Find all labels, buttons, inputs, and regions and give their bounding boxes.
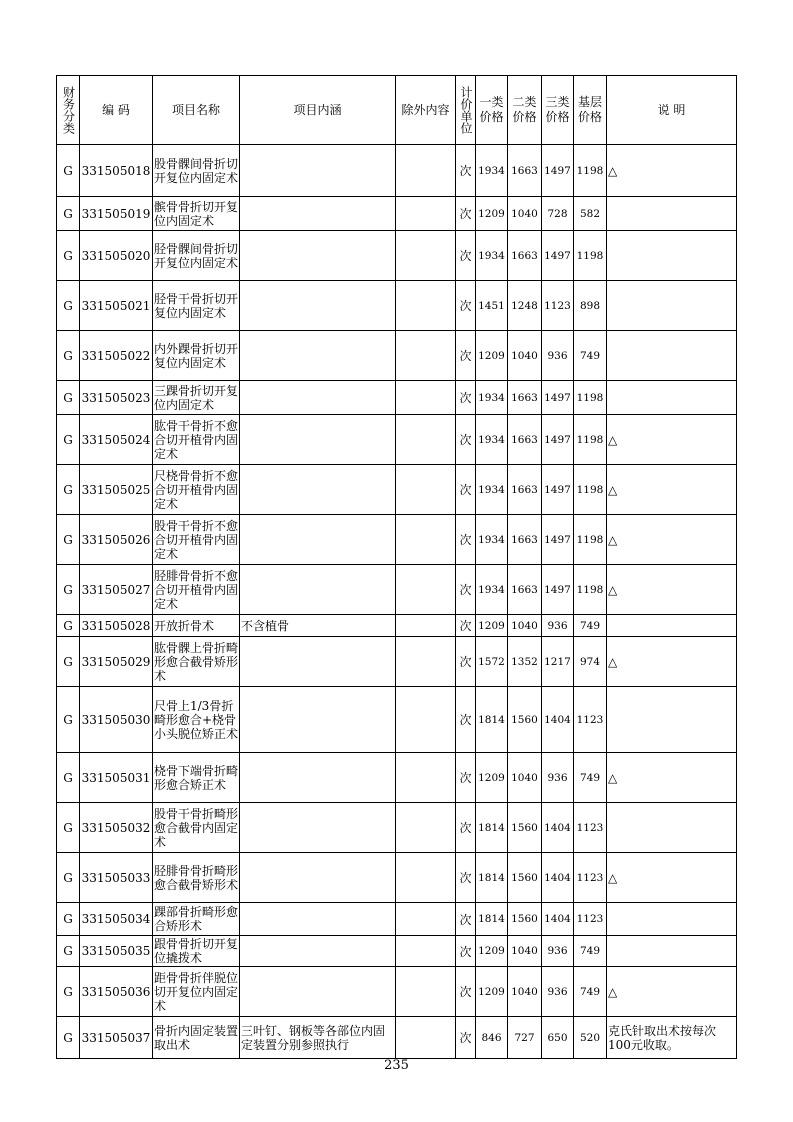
table-row (57, 903, 737, 936)
row-price-class2: 1663 (508, 565, 542, 615)
row-exclusions (396, 936, 456, 967)
row-category: G (57, 281, 80, 331)
row-notes: △ (607, 415, 737, 465)
row-category: G (57, 381, 80, 415)
row-notes (607, 903, 737, 936)
row-item-content (240, 281, 396, 331)
row-unit: 次 (456, 331, 476, 381)
row-item-content (240, 465, 396, 515)
row-unit: 次 (456, 415, 476, 465)
row-unit: 次 (456, 637, 476, 687)
row-exclusions (396, 853, 456, 903)
row-notes: △ (607, 853, 737, 903)
row-item-content (240, 687, 396, 753)
table-row (57, 753, 737, 803)
row-notes (607, 231, 737, 281)
table-row (57, 415, 737, 465)
row-exclusions (396, 803, 456, 853)
row-exclusions (396, 515, 456, 565)
row-code: 331505019 (80, 197, 153, 231)
row-price-class1: 846 (476, 1017, 508, 1059)
table-row (57, 615, 737, 637)
row-notes: △ (607, 565, 737, 615)
row-item-name: 桡骨下端骨折畸形愈合矫正术 (153, 753, 240, 803)
row-item-name: 尺桡骨骨折不愈合切开植骨内固定术 (153, 465, 240, 515)
row-price-class2: 727 (508, 1017, 542, 1059)
row-price-class2: 1663 (508, 231, 542, 281)
row-exclusions (396, 331, 456, 381)
header-exclusions: 除外内容 (396, 76, 456, 145)
fee-table (56, 75, 737, 1059)
row-item-name: 内外踝骨折切开复位内固定术 (153, 331, 240, 381)
row-item-name: 开放折骨术 (153, 615, 240, 637)
table-row (57, 967, 737, 1017)
header-category: 财务分类 (57, 76, 80, 145)
row-code: 331505022 (80, 331, 153, 381)
row-price-class1: 1209 (476, 967, 508, 1017)
row-unit: 次 (456, 853, 476, 903)
row-code: 331505024 (80, 415, 153, 465)
row-notes (607, 281, 737, 331)
row-code: 331505025 (80, 465, 153, 515)
row-price-primary: 1198 (574, 465, 607, 515)
row-item-content (240, 145, 396, 197)
table-row (57, 281, 737, 331)
row-item-name: 股骨干骨折畸形愈合截骨内固定术 (153, 803, 240, 853)
row-price-class3: 1497 (542, 415, 574, 465)
row-price-class3: 936 (542, 753, 574, 803)
row-price-primary: 749 (574, 967, 607, 1017)
row-unit: 次 (456, 615, 476, 637)
row-notes (607, 197, 737, 231)
row-category: G (57, 231, 80, 281)
row-unit: 次 (456, 903, 476, 936)
row-item-content (240, 231, 396, 281)
row-unit: 次 (456, 465, 476, 515)
header-price-class3: 三类价格 (542, 76, 574, 145)
row-price-primary: 1123 (574, 903, 607, 936)
row-unit: 次 (456, 381, 476, 415)
row-unit: 次 (456, 687, 476, 753)
row-exclusions (396, 753, 456, 803)
row-category: G (57, 853, 80, 903)
row-item-name: 髌骨骨折切开复位内固定术 (153, 197, 240, 231)
row-price-primary: 582 (574, 197, 607, 231)
row-price-class1: 1814 (476, 853, 508, 903)
row-price-class1: 1209 (476, 331, 508, 381)
row-price-primary: 898 (574, 281, 607, 331)
row-notes: △ (607, 465, 737, 515)
row-price-class3: 1497 (542, 465, 574, 515)
table-row (57, 197, 737, 231)
row-price-class1: 1934 (476, 381, 508, 415)
table-row (57, 803, 737, 853)
row-category: G (57, 615, 80, 637)
row-item-content (240, 565, 396, 615)
row-unit: 次 (456, 231, 476, 281)
row-notes (607, 687, 737, 753)
row-code: 331505028 (80, 615, 153, 637)
row-price-class3: 1497 (542, 381, 574, 415)
row-price-class3: 1404 (542, 903, 574, 936)
row-item-content (240, 415, 396, 465)
table-row (57, 565, 737, 615)
row-item-name: 胫腓骨骨折不愈合切开植骨内固定术 (153, 565, 240, 615)
row-price-primary: 749 (574, 615, 607, 637)
row-price-class1: 1934 (476, 231, 508, 281)
row-unit: 次 (456, 803, 476, 853)
row-unit: 次 (456, 281, 476, 331)
page-number: 235 (384, 1058, 409, 1073)
row-price-class2: 1040 (508, 615, 542, 637)
row-category: G (57, 903, 80, 936)
row-notes: 克氏针取出术按每次100元收取。 (607, 1017, 737, 1059)
row-price-class3: 1404 (542, 803, 574, 853)
row-category: G (57, 936, 80, 967)
row-item-content: 三叶钉、钢板等各部位内固定装置分别参照执行 (240, 1017, 396, 1059)
row-price-primary: 1198 (574, 515, 607, 565)
row-exclusions (396, 197, 456, 231)
row-price-primary: 520 (574, 1017, 607, 1059)
row-price-class1: 1209 (476, 753, 508, 803)
row-price-class2: 1040 (508, 967, 542, 1017)
row-price-class2: 1040 (508, 753, 542, 803)
table-row (57, 687, 737, 753)
row-price-class3: 1497 (542, 565, 574, 615)
row-category: G (57, 331, 80, 381)
row-item-name: 股骨干骨折不愈合切开植骨内固定术 (153, 515, 240, 565)
row-code: 331505020 (80, 231, 153, 281)
row-price-class3: 936 (542, 331, 574, 381)
row-code: 331505037 (80, 1017, 153, 1059)
row-item-content (240, 803, 396, 853)
row-code: 331505026 (80, 515, 153, 565)
row-price-class3: 1497 (542, 145, 574, 197)
row-notes: △ (607, 637, 737, 687)
row-notes: △ (607, 145, 737, 197)
row-price-class1: 1572 (476, 637, 508, 687)
row-item-content (240, 381, 396, 415)
row-price-class1: 1934 (476, 565, 508, 615)
row-item-name: 肱骨干骨折不愈合切开植骨内固定术 (153, 415, 240, 465)
row-price-class2: 1560 (508, 803, 542, 853)
row-price-class2: 1352 (508, 637, 542, 687)
table-row (57, 331, 737, 381)
row-category: G (57, 967, 80, 1017)
row-price-primary: 749 (574, 331, 607, 381)
row-price-primary: 1198 (574, 381, 607, 415)
row-item-content (240, 197, 396, 231)
row-price-class3: 936 (542, 967, 574, 1017)
row-item-name: 尺骨上1/3骨折畸形愈合+桡骨小头脱位矫正术 (153, 687, 240, 753)
row-price-class3: 728 (542, 197, 574, 231)
row-exclusions (396, 565, 456, 615)
row-item-content (240, 853, 396, 903)
row-category: G (57, 565, 80, 615)
row-category: G (57, 803, 80, 853)
row-price-class3: 1217 (542, 637, 574, 687)
row-item-name: 胫骨髁间骨折切开复位内固定术 (153, 231, 240, 281)
row-category: G (57, 197, 80, 231)
row-exclusions (396, 415, 456, 465)
row-price-class3: 1497 (542, 515, 574, 565)
header-price-class2: 二类价格 (508, 76, 542, 145)
row-exclusions (396, 145, 456, 197)
row-code: 331505031 (80, 753, 153, 803)
row-code: 331505027 (80, 565, 153, 615)
header-code: 编 码 (80, 76, 153, 145)
row-item-name: 肱骨髁上骨折畸形愈合截骨矫形术 (153, 637, 240, 687)
table-row (57, 515, 737, 565)
row-notes (607, 381, 737, 415)
row-price-class3: 1123 (542, 281, 574, 331)
row-price-class1: 1814 (476, 687, 508, 753)
row-code: 331505030 (80, 687, 153, 753)
row-exclusions (396, 687, 456, 753)
table-body (57, 145, 737, 1059)
row-price-class2: 1663 (508, 145, 542, 197)
row-price-class2: 1560 (508, 687, 542, 753)
row-exclusions (396, 1017, 456, 1059)
row-price-primary: 1198 (574, 565, 607, 615)
table-row (57, 936, 737, 967)
row-exclusions (396, 231, 456, 281)
row-category: G (57, 1017, 80, 1059)
header-price-primary: 基层价格 (574, 76, 607, 145)
row-exclusions (396, 637, 456, 687)
row-price-class1: 1934 (476, 145, 508, 197)
row-item-content (240, 515, 396, 565)
row-price-primary: 1123 (574, 803, 607, 853)
row-item-content: 不含植骨 (240, 615, 396, 637)
row-item-name: 胫骨干骨折切开复位内固定术 (153, 281, 240, 331)
row-price-class3: 936 (542, 936, 574, 967)
row-price-class2: 1040 (508, 197, 542, 231)
row-code: 331505033 (80, 853, 153, 903)
row-code: 331505034 (80, 903, 153, 936)
row-price-primary: 749 (574, 936, 607, 967)
table-row (57, 1017, 737, 1059)
row-price-class3: 650 (542, 1017, 574, 1059)
header-item-name: 项目名称 (153, 76, 240, 145)
row-item-name: 胫腓骨骨折畸形愈合截骨矫形术 (153, 853, 240, 903)
row-exclusions (396, 381, 456, 415)
row-item-name: 三踝骨折切开复位内固定术 (153, 381, 240, 415)
header-item-content: 项目内涵 (240, 76, 396, 145)
row-price-primary: 1123 (574, 687, 607, 753)
row-notes: △ (607, 515, 737, 565)
row-price-class3: 1404 (542, 853, 574, 903)
row-category: G (57, 637, 80, 687)
row-price-class2: 1663 (508, 415, 542, 465)
row-price-class2: 1663 (508, 381, 542, 415)
row-item-name: 股骨髁间骨折切开复位内固定术 (153, 145, 240, 197)
row-price-class2: 1560 (508, 853, 542, 903)
row-price-class1: 1209 (476, 936, 508, 967)
row-code: 331505032 (80, 803, 153, 853)
row-item-content (240, 753, 396, 803)
row-unit: 次 (456, 967, 476, 1017)
row-code: 331505018 (80, 145, 153, 197)
row-price-class1: 1209 (476, 197, 508, 231)
table-row (57, 465, 737, 515)
row-code: 331505023 (80, 381, 153, 415)
row-item-name: 骨折内固定装置取出术 (153, 1017, 240, 1059)
row-notes (607, 615, 737, 637)
row-exclusions (396, 281, 456, 331)
row-price-class1: 1451 (476, 281, 508, 331)
row-item-name: 踝部骨折畸形愈合矫形术 (153, 903, 240, 936)
row-category: G (57, 515, 80, 565)
row-price-primary: 1198 (574, 415, 607, 465)
row-price-class1: 1814 (476, 903, 508, 936)
row-price-class2: 1040 (508, 331, 542, 381)
row-item-content (240, 331, 396, 381)
row-price-class1: 1814 (476, 803, 508, 853)
row-notes (607, 803, 737, 853)
row-category: G (57, 687, 80, 753)
row-price-primary: 749 (574, 753, 607, 803)
row-price-class3: 1404 (542, 687, 574, 753)
row-price-class1: 1934 (476, 515, 508, 565)
row-price-class2: 1040 (508, 936, 542, 967)
row-category: G (57, 145, 80, 197)
row-category: G (57, 415, 80, 465)
row-price-primary: 974 (574, 637, 607, 687)
row-unit: 次 (456, 197, 476, 231)
row-item-content (240, 903, 396, 936)
row-price-primary: 1198 (574, 231, 607, 281)
row-item-name: 距骨骨折伴脱位切开复位内固定术 (153, 967, 240, 1017)
row-exclusions (396, 465, 456, 515)
row-price-primary: 1123 (574, 853, 607, 903)
row-notes (607, 936, 737, 967)
table-header-row (57, 76, 737, 145)
row-unit: 次 (456, 565, 476, 615)
row-price-class1: 1934 (476, 415, 508, 465)
row-price-class2: 1663 (508, 515, 542, 565)
row-unit: 次 (456, 145, 476, 197)
row-price-class1: 1209 (476, 615, 508, 637)
row-unit: 次 (456, 515, 476, 565)
row-item-content (240, 967, 396, 1017)
row-code: 331505036 (80, 967, 153, 1017)
row-price-primary: 1198 (574, 145, 607, 197)
table-row (57, 637, 737, 687)
table-row (57, 145, 737, 197)
row-item-content (240, 936, 396, 967)
row-code: 331505029 (80, 637, 153, 687)
row-exclusions (396, 615, 456, 637)
row-price-class2: 1663 (508, 465, 542, 515)
table-row (57, 853, 737, 903)
row-item-content (240, 637, 396, 687)
row-category: G (57, 753, 80, 803)
table-row (57, 231, 737, 281)
row-notes (607, 331, 737, 381)
row-notes: △ (607, 967, 737, 1017)
row-price-class2: 1560 (508, 903, 542, 936)
row-code: 331505035 (80, 936, 153, 967)
row-item-name: 跟骨骨折切开复位撬拨术 (154, 937, 239, 965)
row-unit: 次 (456, 753, 476, 803)
header-unit: 计价单位 (456, 76, 476, 145)
row-notes: △ (607, 753, 737, 803)
row-price-class1: 1934 (476, 465, 508, 515)
header-notes: 说 明 (607, 76, 737, 145)
row-exclusions (396, 903, 456, 936)
row-category: G (57, 465, 80, 515)
header-price-class1: 一类价格 (476, 76, 508, 145)
row-code: 331505021 (80, 281, 153, 331)
row-unit: 次 (456, 1017, 476, 1059)
row-price-class2: 1248 (508, 281, 542, 331)
row-unit: 次 (456, 936, 476, 967)
row-price-class3: 1497 (542, 231, 574, 281)
row-price-class3: 936 (542, 615, 574, 637)
row-exclusions (396, 967, 456, 1017)
table-row (57, 381, 737, 415)
